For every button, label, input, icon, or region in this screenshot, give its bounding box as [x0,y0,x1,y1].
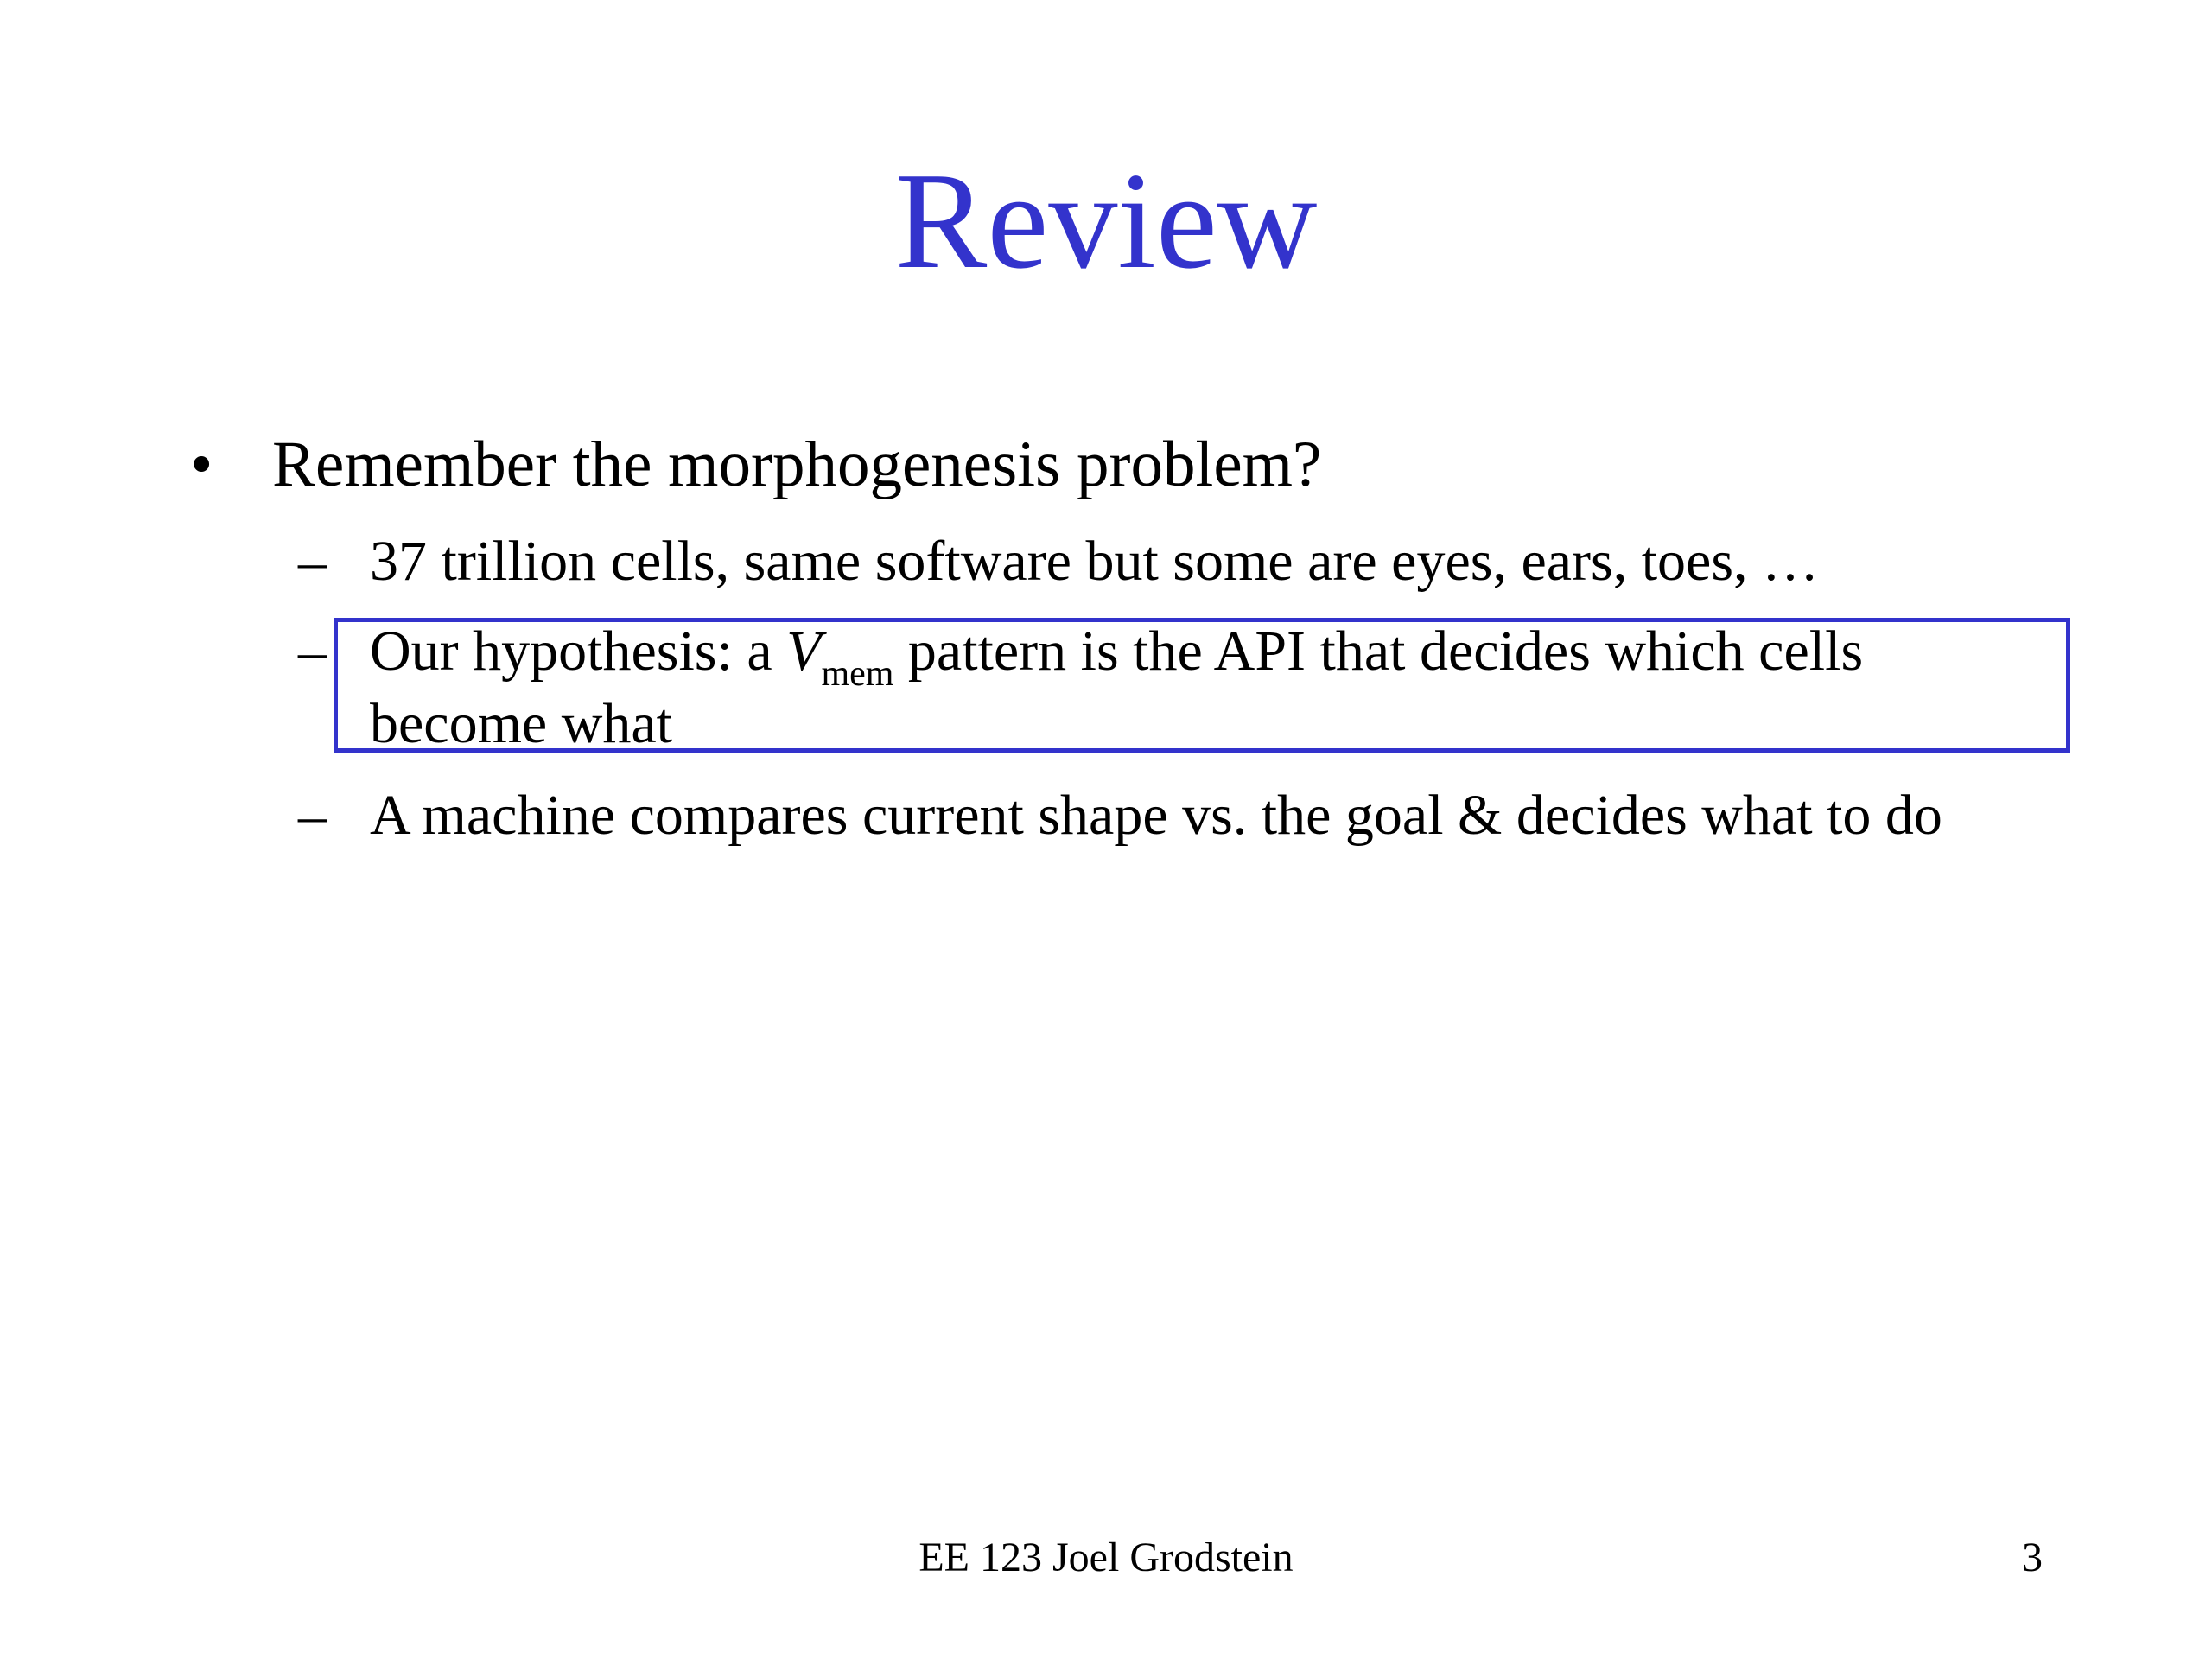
sub-item-text: A machine compares current shape vs. the goal & decides what to do [370,784,1942,847]
dash-marker: – [298,620,327,683]
bullet-text: Remember the morphogenesis problem? [272,429,1322,500]
bullet-marker: • [190,429,213,500]
page-number: 3 [2022,1535,2043,1580]
sub-item-text [370,615,1863,695]
footer-author: EE 123 Joel Grodstein [918,1535,1294,1580]
vmem-subscript: mem [821,654,894,694]
hypothesis-prefix: Our hypothesis: a [370,620,787,683]
dash-marker: – [298,784,327,847]
slide-title: Review [894,143,1318,297]
vmem-symbol: V [786,620,822,683]
dash-marker: – [298,530,327,593]
hypothesis-line2: become what [370,692,673,755]
sub-item-text: 37 trillion cells, same software but some are eyes, ears, toes, … [370,530,1820,593]
hypothesis-suffix: pattern is the API that decides which cells [893,620,1864,683]
